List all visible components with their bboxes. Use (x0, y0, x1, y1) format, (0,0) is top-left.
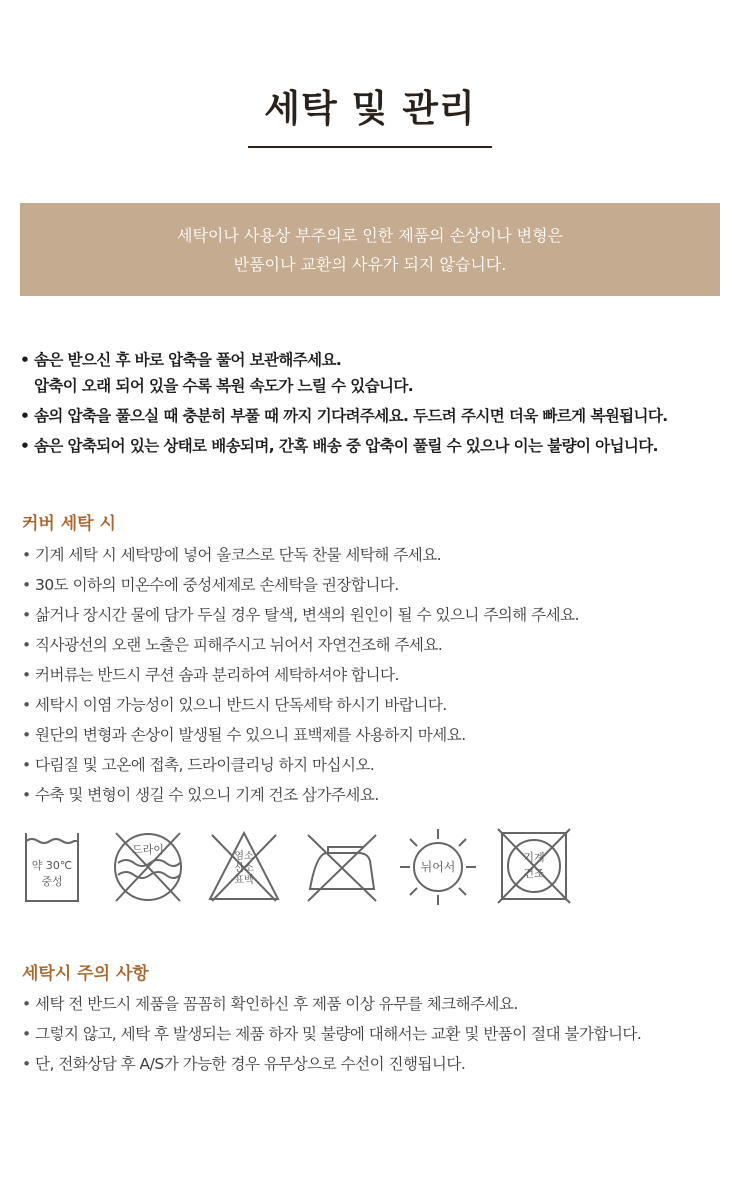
tumble-label-2: 건조 (523, 867, 545, 880)
wash-temp-label: 약 30℃ (31, 859, 73, 872)
cover-wash-item: • 커버류는 반드시 쿠션 솜과 분리하여 세탁하셔야 합니다. (20, 660, 732, 690)
bleach-label-1: 염소 (234, 851, 254, 862)
cover-wash-list (20, 540, 732, 810)
no-tumble-dry-icon (496, 827, 572, 907)
notice-banner (20, 203, 720, 296)
cover-wash-item: • 다림질 및 고온에 접촉, 드라이클리닝 하지 마십시오. (20, 750, 732, 780)
cover-wash-item: • 삶거나 장시간 물에 담가 두실 경우 탈색, 변색의 원인이 될 수 있으니 주의해 주세요. (20, 600, 732, 630)
tumble-label-1: 기계 (523, 851, 545, 864)
bleach-label-3: 표백 (234, 875, 254, 886)
cover-wash-item: • 세탁시 이염 가능성이 있으니 반드시 단독세탁 하시기 바랍니다. (20, 690, 732, 720)
cover-wash-item: • 기계 세탁 시 세탁망에 넣어 울코스로 단독 찬물 세탁해 주세요. (20, 540, 732, 570)
title-divider (248, 146, 492, 148)
dry-clean-label: 드라이 (132, 843, 164, 856)
notice-line-1: 세탁이나 사용상 부주의로 인한 제품의 손상이나 변형은 (176, 225, 563, 245)
caution-heading: 세탁시 주의 사항 (22, 964, 149, 984)
main-note-text: 솜은 받으신 후 바로 압축을 풀어 보관해주세요. (34, 351, 342, 369)
main-note-item (20, 403, 732, 429)
main-note-subtext: 압축이 오래 되어 있을 수록 복원 속도가 느릴 수 있습니다. (34, 377, 414, 395)
caution-item: • 그렇지 않고, 세탁 후 발생되는 제품 하자 및 불량에 대해서는 교환 및 반품이 절대 불가합니다. (20, 1019, 732, 1049)
cover-wash-item: • 30도 이하의 미온수에 중성세제로 손세탁을 권장합니다. (20, 570, 732, 600)
caution-list (20, 989, 732, 1079)
no-iron-icon (304, 827, 380, 907)
care-symbols (22, 827, 582, 907)
no-bleach-icon (206, 827, 282, 907)
page-title: 세탁 및 관리 (264, 87, 476, 130)
cover-wash-item: • 직사광선의 오랜 노출은 피해주시고 뉘어서 자연건조해 주세요. (20, 630, 732, 660)
dry-flat-label: 뉘어서 (420, 860, 456, 874)
caution-item: • 단, 전화상담 후 A/S가 가능한 경우 유무상으로 수선이 진행됩니다. (20, 1049, 732, 1079)
notice-line-2: 반품이나 교환의 사유가 되지 않습니다. (233, 254, 507, 274)
main-notes-list (20, 347, 732, 463)
wash-detergent-label: 중성 (41, 875, 63, 888)
caution-item: • 세탁 전 반드시 제품을 꼼꼼히 확인하신 후 제품 이상 유무를 체크해주세요. (20, 989, 732, 1019)
main-note-item (20, 347, 732, 399)
main-note-item (20, 433, 732, 459)
main-note-text: 솜의 압축을 풀으실 때 충분히 부풀 때 까지 기다려주세요. 두드려 주시면 더욱 빠르게 복원됩니다. (34, 407, 668, 425)
no-dry-clean-icon (110, 827, 186, 907)
hand-wash-30-icon (22, 827, 98, 907)
cover-wash-item: • 원단의 변형과 손상이 발생될 수 있으니 표백제를 사용하지 마세요. (20, 720, 732, 750)
main-note-text: 솜은 압축되어 있는 상태로 배송되며, 간혹 배송 중 압축이 풀릴 수 있으나 이는 불량이 아닙니다. (34, 437, 658, 455)
cover-wash-item: • 수축 및 변형이 생길 수 있으니 기계 건조 삼가주세요. (20, 780, 732, 810)
cover-wash-heading: 커버 세탁 시 (22, 514, 116, 534)
bleach-label-2: 산소 (234, 863, 254, 874)
dry-flat-sun-icon (400, 827, 476, 907)
